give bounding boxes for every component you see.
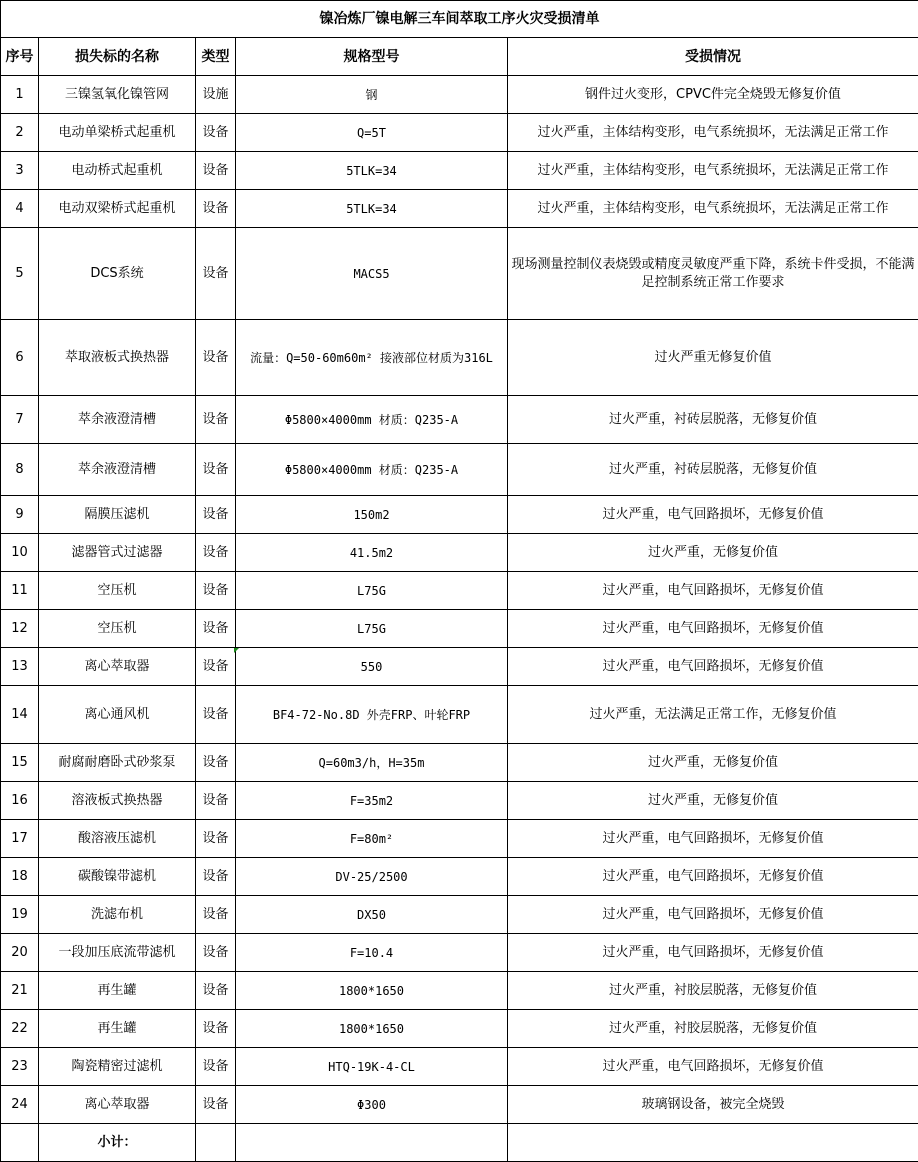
row-name: 离心萃取器 xyxy=(39,1086,196,1124)
row-spec: 5TLK=34 xyxy=(236,190,508,228)
row-type: 设备 xyxy=(196,396,236,444)
row-name: 萃余液澄清槽 xyxy=(39,396,196,444)
subtotal-row xyxy=(1,1124,918,1162)
row-type: 设备 xyxy=(196,972,236,1010)
row-name: 电动双梁桥式起重机 xyxy=(39,190,196,228)
row-spec: 流量：Q=50-60m60m² 接液部位材质为316L xyxy=(236,320,508,396)
table-row xyxy=(1,396,918,444)
table-body xyxy=(1,1,918,1162)
row-seq: 8 xyxy=(1,444,39,496)
row-type: 设备 xyxy=(196,228,236,320)
row-name: 萃余液澄清槽 xyxy=(39,444,196,496)
table-row xyxy=(1,744,918,782)
table-row xyxy=(1,444,918,496)
row-name: 离心通风机 xyxy=(39,686,196,744)
row-name: 离心萃取器 xyxy=(39,648,196,686)
row-name: 滤器管式过滤器 xyxy=(39,534,196,572)
row-name: 耐腐耐磨卧式砂浆泵 xyxy=(39,744,196,782)
subtotal-empty-cell xyxy=(1,1124,39,1162)
header-seq: 序号 xyxy=(1,38,39,76)
table-row xyxy=(1,782,918,820)
row-seq: 22 xyxy=(1,1010,39,1048)
row-seq: 13 xyxy=(1,648,39,686)
row-status: 过火严重，无修复价值 xyxy=(508,782,918,820)
row-spec: BF4-72-No.8D 外壳FRP、叶轮FRP xyxy=(236,686,508,744)
sheet-title: 镍冶炼厂镍电解三车间萃取工序火灾受损清单 xyxy=(1,1,918,38)
row-status: 过火严重，衬砖层脱落，无修复价值 xyxy=(508,396,918,444)
row-seq: 11 xyxy=(1,572,39,610)
row-name: 碳酸镍带滤机 xyxy=(39,858,196,896)
table-row xyxy=(1,1010,918,1048)
table-row xyxy=(1,934,918,972)
row-status: 过火严重无修复价值 xyxy=(508,320,918,396)
row-status: 过火严重，无修复价值 xyxy=(508,744,918,782)
row-type: 设备 xyxy=(196,1048,236,1086)
row-status: 过火严重，主体结构变形，电气系统损坏，无法满足正常工作 xyxy=(508,190,918,228)
row-type: 设备 xyxy=(196,114,236,152)
row-status: 过火严重，电气回路损坏，无修复价值 xyxy=(508,896,918,934)
table-row xyxy=(1,320,918,396)
row-name: 空压机 xyxy=(39,572,196,610)
header-spec: 规格型号 xyxy=(236,38,508,76)
row-spec: MACS5 xyxy=(236,228,508,320)
row-type: 设备 xyxy=(196,858,236,896)
row-status: 过火严重，主体结构变形，电气系统损坏，无法满足正常工作 xyxy=(508,152,918,190)
row-seq: 2 xyxy=(1,114,39,152)
row-seq: 5 xyxy=(1,228,39,320)
row-spec: F=35m2 xyxy=(236,782,508,820)
row-type: 设备 xyxy=(196,152,236,190)
row-status: 过火严重，衬胶层脱落，无修复价值 xyxy=(508,972,918,1010)
cell-comment-marker xyxy=(234,648,239,653)
row-type: 设备 xyxy=(196,1010,236,1048)
row-name: 空压机 xyxy=(39,610,196,648)
table-row xyxy=(1,820,918,858)
table-row xyxy=(1,686,918,744)
row-status: 过火严重，电气回路损坏，无修复价值 xyxy=(508,820,918,858)
row-spec: DX50 xyxy=(236,896,508,934)
row-status: 过火严重，电气回路损坏，无修复价值 xyxy=(508,858,918,896)
table-row xyxy=(1,76,918,114)
row-name: 电动单梁桥式起重机 xyxy=(39,114,196,152)
table-row xyxy=(1,190,918,228)
table-row xyxy=(1,610,918,648)
row-name: 电动桥式起重机 xyxy=(39,152,196,190)
row-seq: 4 xyxy=(1,190,39,228)
row-spec: Q=5T xyxy=(236,114,508,152)
subtotal-empty-cell xyxy=(196,1124,236,1162)
row-seq: 23 xyxy=(1,1048,39,1086)
subtotal-label: 小计： xyxy=(39,1124,196,1162)
row-spec: L75G xyxy=(236,610,508,648)
row-type: 设备 xyxy=(196,820,236,858)
row-seq: 18 xyxy=(1,858,39,896)
row-spec: DV-25/2500 xyxy=(236,858,508,896)
row-status: 过火严重，衬胶层脱落，无修复价值 xyxy=(508,1010,918,1048)
header-row xyxy=(1,38,918,76)
table-row xyxy=(1,896,918,934)
row-name: 再生罐 xyxy=(39,1010,196,1048)
row-seq: 14 xyxy=(1,686,39,744)
row-type: 设备 xyxy=(196,648,236,686)
row-status: 过火严重，主体结构变形，电气系统损坏，无法满足正常工作 xyxy=(508,114,918,152)
row-status: 钢件过火变形，CPVC件完全烧毁无修复价值 xyxy=(508,76,918,114)
table-row xyxy=(1,858,918,896)
row-type: 设备 xyxy=(196,534,236,572)
table-row xyxy=(1,972,918,1010)
row-type: 设备 xyxy=(196,934,236,972)
row-name: 一段加压底流带滤机 xyxy=(39,934,196,972)
row-name: 洗滤布机 xyxy=(39,896,196,934)
row-seq: 16 xyxy=(1,782,39,820)
row-spec: 5TLK=34 xyxy=(236,152,508,190)
row-spec: Q=60m3/h，H=35m xyxy=(236,744,508,782)
row-seq: 10 xyxy=(1,534,39,572)
table-row xyxy=(1,1048,918,1086)
row-name: 隔膜压滤机 xyxy=(39,496,196,534)
row-spec: 550 xyxy=(236,648,508,686)
row-spec: Φ300 xyxy=(236,1086,508,1124)
row-seq: 6 xyxy=(1,320,39,396)
row-seq: 19 xyxy=(1,896,39,934)
row-status: 过火严重，电气回路损坏，无修复价值 xyxy=(508,496,918,534)
header-name: 损失标的名称 xyxy=(39,38,196,76)
row-status: 玻璃钢设备，被完全烧毁 xyxy=(508,1086,918,1124)
row-spec: 150m2 xyxy=(236,496,508,534)
row-name: 三镍氢氧化镍管网 xyxy=(39,76,196,114)
row-status: 现场测量控制仪表烧毁或精度灵敏度严重下降，系统卡件受损，不能满足控制系统正常工作要求 xyxy=(508,228,918,320)
row-status: 过火严重，无修复价值 xyxy=(508,534,918,572)
row-seq: 1 xyxy=(1,76,39,114)
row-name: 再生罐 xyxy=(39,972,196,1010)
row-spec: Φ5800×4000mm 材质：Q235-A xyxy=(236,444,508,496)
row-status: 过火严重，衬砖层脱落，无修复价值 xyxy=(508,444,918,496)
row-type: 设备 xyxy=(196,320,236,396)
row-type: 设备 xyxy=(196,782,236,820)
header-status: 受损情况 xyxy=(508,38,918,76)
subtotal-empty-cell xyxy=(236,1124,508,1162)
row-spec: 1800*1650 xyxy=(236,972,508,1010)
row-type: 设备 xyxy=(196,190,236,228)
row-spec: 钢 xyxy=(236,76,508,114)
row-name: 溶液板式换热器 xyxy=(39,782,196,820)
row-spec: 1800*1650 xyxy=(236,1010,508,1048)
subtotal-empty-cell xyxy=(508,1124,918,1162)
table-row xyxy=(1,114,918,152)
row-type: 设备 xyxy=(196,610,236,648)
row-name: DCS系统 xyxy=(39,228,196,320)
row-spec: Φ5800×4000mm 材质：Q235-A xyxy=(236,396,508,444)
row-seq: 17 xyxy=(1,820,39,858)
row-type: 设备 xyxy=(196,572,236,610)
row-seq: 7 xyxy=(1,396,39,444)
row-spec: HTQ-19K-4-CL xyxy=(236,1048,508,1086)
row-type: 设施 xyxy=(196,76,236,114)
row-name: 陶瓷精密过滤机 xyxy=(39,1048,196,1086)
row-name: 萃取液板式换热器 xyxy=(39,320,196,396)
row-seq: 12 xyxy=(1,610,39,648)
table-row xyxy=(1,572,918,610)
row-spec: L75G xyxy=(236,572,508,610)
row-spec: F=80m² xyxy=(236,820,508,858)
row-spec: F=10.4 xyxy=(236,934,508,972)
row-seq: 3 xyxy=(1,152,39,190)
table-row xyxy=(1,1086,918,1124)
row-status: 过火严重，电气回路损坏，无修复价值 xyxy=(508,934,918,972)
table-row xyxy=(1,228,918,320)
row-type: 设备 xyxy=(196,686,236,744)
table-row xyxy=(1,534,918,572)
row-type: 设备 xyxy=(196,1086,236,1124)
row-status: 过火严重，电气回路损坏，无修复价值 xyxy=(508,572,918,610)
row-status: 过火严重，电气回路损坏，无修复价值 xyxy=(508,610,918,648)
row-type: 设备 xyxy=(196,444,236,496)
title-row xyxy=(1,1,918,38)
row-seq: 20 xyxy=(1,934,39,972)
row-seq: 9 xyxy=(1,496,39,534)
row-status: 过火严重，电气回路损坏，无修复价值 xyxy=(508,648,918,686)
row-status: 过火严重，电气回路损坏，无修复价值 xyxy=(508,1048,918,1086)
row-spec: 41.5m2 xyxy=(236,534,508,572)
table-row xyxy=(1,152,918,190)
row-type: 设备 xyxy=(196,896,236,934)
row-status: 过火严重，无法满足正常工作，无修复价值 xyxy=(508,686,918,744)
row-type: 设备 xyxy=(196,744,236,782)
row-name: 酸溶液压滤机 xyxy=(39,820,196,858)
table-row xyxy=(1,496,918,534)
row-type: 设备 xyxy=(196,496,236,534)
row-seq: 15 xyxy=(1,744,39,782)
row-seq: 24 xyxy=(1,1086,39,1124)
table-row xyxy=(1,648,918,686)
header-type: 类型 xyxy=(196,38,236,76)
row-seq: 21 xyxy=(1,972,39,1010)
